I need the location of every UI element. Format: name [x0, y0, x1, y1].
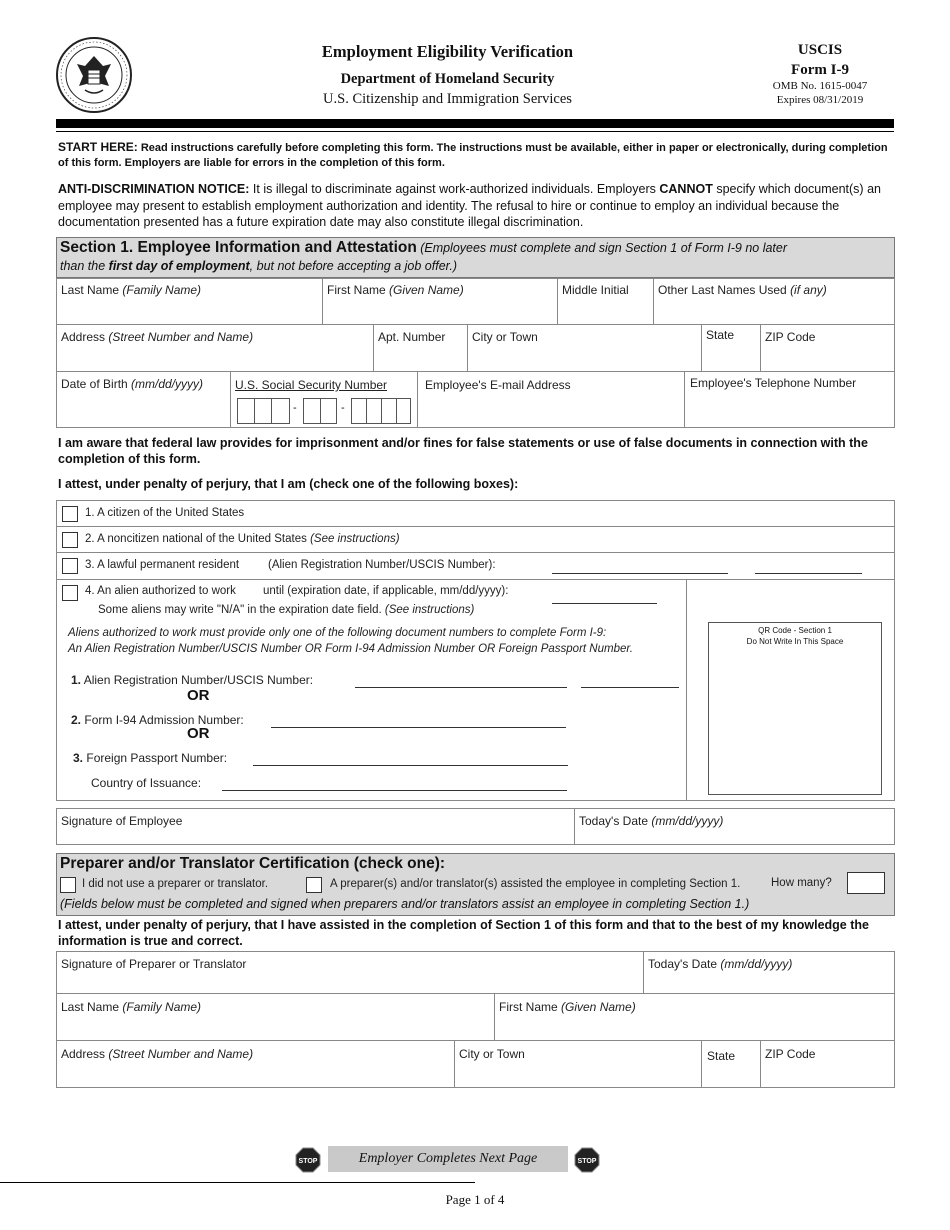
preparer-city-label: City or Town: [459, 1047, 525, 1061]
employee-signature-label: Signature of Employee: [61, 814, 183, 828]
attest-statement: I attest, under penalty of perjury, that I am (check one of the following boxes):: [58, 477, 519, 491]
address-hint: (Street Number and Name): [108, 330, 254, 344]
employee-date-label: Today's Date: [579, 814, 648, 828]
option1-label: 1. A citizen of the United States: [85, 507, 245, 519]
alien-number-input[interactable]: [552, 573, 728, 574]
i94-number-input[interactable]: [271, 727, 566, 728]
employee-date-hint: (mm/dd/yyyy): [651, 814, 724, 828]
option4-na-note: Some aliens may write "N/A" in the expiration date field.: [98, 604, 382, 616]
preparer-attest: I attest, under penalty of perjury, that I have assisted in the completion of Section 1 of this form and that to the best of my knowledge the information is true and correct.: [58, 918, 869, 948]
preparer-signature-field[interactable]: [56, 951, 644, 994]
qr-label2: Do Not Write In This Space: [746, 637, 844, 646]
qr-label1: QR Code - Section 1: [758, 626, 832, 635]
email-field[interactable]: [417, 371, 685, 428]
preparer-city-field[interactable]: [454, 1040, 702, 1088]
header-rule-thin: [56, 131, 894, 132]
option4-na-hint: (See instructions): [384, 604, 475, 616]
ssn-field: [230, 371, 418, 428]
other-last-hint: (if any): [790, 283, 827, 297]
last-name-label: Last Name: [61, 283, 120, 297]
other-last-names-field[interactable]: [653, 278, 895, 325]
option3-sub: (Alien Registration Number/USCIS Number):: [268, 559, 496, 571]
preparer-first-name-field[interactable]: [494, 993, 895, 1041]
address-field[interactable]: [56, 324, 374, 372]
preparer-date-field[interactable]: [643, 951, 895, 994]
alien-registration-input[interactable]: [355, 687, 567, 688]
option2-hint: (See instructions): [310, 533, 400, 545]
other-last-label: Other Last Names Used: [658, 283, 787, 297]
ssn-part1[interactable]: [237, 398, 290, 424]
alien-authorized-checkbox[interactable]: [62, 585, 78, 601]
preparer-state-field[interactable]: [701, 1040, 761, 1088]
preparer-first-label: First Name: [499, 1000, 558, 1014]
header-rule: [56, 119, 894, 128]
dob-label: Date of Birth: [61, 377, 128, 391]
dhs-seal: [55, 36, 133, 114]
first-name-field[interactable]: [322, 278, 558, 325]
section1-sub2c: , but not before accepting a job offer.): [249, 259, 457, 273]
start-here-text: Read instructions carefully before completing this form. The instructions must be available, either in paper or electronically, during completion of this form. Employers are liable for errors in the completion of this form.: [58, 142, 888, 169]
uscis-label: USCIS: [797, 42, 843, 58]
last-name-field[interactable]: [56, 278, 323, 325]
preparer-date-hint: (mm/dd/yyyy): [720, 957, 793, 971]
doc1-number: 1.: [71, 673, 82, 687]
stop-sign-icon-right: [574, 1147, 600, 1173]
ssn-dash1: -: [293, 402, 297, 414]
agency-name: U.S. Citizenship and Immigration Services: [323, 91, 572, 107]
option3-label: 3. A lawful permanent resident: [85, 559, 240, 571]
anti-disc-label: ANTI-DISCRIMINATION NOTICE:: [58, 182, 250, 196]
qr-code-area: [708, 622, 882, 795]
option3-row: [56, 552, 895, 580]
country-label: Country of Issuance:: [91, 776, 202, 790]
option4-sub: until (expiration date, if applicable, mm/dd/yyyy):: [263, 585, 509, 597]
preparer-zip-field[interactable]: [760, 1040, 895, 1088]
form-title: Employment Eligibility Verification: [321, 42, 574, 61]
or-divider-2: OR: [187, 725, 210, 742]
option2-label: 2. A noncitizen national of the United States: [85, 533, 307, 545]
permanent-resident-checkbox[interactable]: [62, 558, 78, 574]
start-here-label: START HERE:: [58, 140, 138, 154]
middle-initial-label: Middle Initial: [562, 283, 629, 297]
preparer-title: Preparer and/or Translator Certification (check one):: [60, 855, 446, 872]
last-name-hint: (Family Name): [122, 283, 202, 297]
section1-sub2a: than the: [60, 259, 106, 273]
doc2-label: Form I-94 Admission Number:: [84, 713, 244, 727]
email-label: Employee's E-mail Address: [425, 378, 571, 392]
employee-date-field[interactable]: [574, 808, 895, 845]
address-label: Address: [61, 330, 106, 344]
preparer-last-name-field[interactable]: [56, 993, 495, 1041]
doc3-number: 3.: [73, 751, 84, 765]
preparer-state-label: State: [707, 1049, 736, 1063]
preparer-address-field[interactable]: [56, 1040, 455, 1088]
expiration-date-input[interactable]: [552, 603, 657, 604]
no-preparer-checkbox[interactable]: [60, 877, 76, 893]
dob-hint: (mm/dd/yyyy): [131, 377, 204, 391]
start-here-notice: [58, 140, 894, 171]
city-field[interactable]: [467, 324, 702, 372]
anti-disc-text1: It is illegal to discriminate against work-authorized individuals. Employers: [252, 182, 656, 196]
first-name-label: First Name: [327, 283, 386, 297]
zip-label: ZIP Code: [765, 330, 816, 344]
how-many-input[interactable]: [847, 872, 885, 894]
preparer-note: (Fields below must be completed and signed when preparers and/or translators assist an employee in completing Section 1.): [60, 897, 750, 911]
stop-text-right: STOP: [577, 1158, 597, 1165]
no-preparer-label: I did not use a preparer or translator.: [82, 878, 269, 890]
preparer-address-label: Address: [61, 1047, 106, 1061]
state-field[interactable]: [701, 324, 761, 372]
awareness-statement: I am aware that federal law provides for imprisonment and/or fines for false statements or use of false documents in connection with the completion of this form.: [58, 436, 868, 466]
section1-sub1: (Employees must complete and sign Section 1 of Form I-9 no later: [420, 241, 788, 255]
preparer-first-hint: (Given Name): [561, 1000, 636, 1014]
phone-label: Employee's Telephone Number: [690, 376, 857, 390]
city-label: City or Town: [472, 330, 538, 344]
or-divider-1: OR: [187, 687, 210, 704]
expiration: Expires 08/31/2019: [776, 94, 864, 106]
aliens-note2: An Alien Registration Number/USCIS Number OR Form I-94 Admission Number OR Foreign Passport Number.: [68, 643, 633, 655]
doc3-label: Foreign Passport Number:: [86, 751, 228, 765]
anti-disc-cannot: CANNOT: [659, 182, 713, 196]
first-name-hint: (Given Name): [389, 283, 464, 297]
alien-registration-input-2[interactable]: [581, 687, 679, 688]
apt-number-field[interactable]: [373, 324, 468, 372]
option1-row: [56, 500, 895, 527]
state-label: State: [706, 328, 735, 342]
doc2-number: 2.: [71, 713, 82, 727]
section1-title: Section 1. Employee Information and Attestation: [60, 239, 417, 256]
anti-disc-text2: specify which document(s) an employee may present to establish employment authorization and identity. The refusal to hire or continue to employ an individual because the documentation presented has a future expiration date may also constitute illegal discrimination.: [58, 182, 881, 229]
preparer-last-label: Last Name: [61, 1000, 120, 1014]
citizen-checkbox[interactable]: [62, 506, 78, 522]
option4-label: 4. An alien authorized to work: [85, 585, 236, 597]
how-many-label: How many?: [771, 877, 832, 889]
preparer-zip-label: ZIP Code: [765, 1047, 816, 1061]
employer-next-page: [328, 1146, 568, 1172]
preparer-address-hint: (Street Number and Name): [108, 1047, 254, 1061]
employee-signature-field[interactable]: [56, 808, 575, 845]
stop-sign-icon: [295, 1147, 321, 1173]
preparer-header: [56, 853, 895, 916]
preparer-assisted-label: A preparer(s) and/or translator(s) assisted the employee in completing Section 1.: [330, 878, 741, 890]
anti-discrimination-notice: [58, 181, 894, 231]
omb-number: OMB No. 1615-0047: [772, 80, 868, 92]
zip-field[interactable]: [760, 324, 895, 372]
doc1-label: Alien Registration Number/USCIS Number:: [83, 673, 314, 687]
dob-field[interactable]: [56, 371, 231, 428]
section1-header: [56, 237, 895, 278]
employer-next-text: Employer Completes Next Page: [358, 1151, 538, 1166]
apt-number-label: Apt. Number: [378, 330, 446, 344]
country-of-issuance-input[interactable]: [222, 790, 567, 791]
preparer-last-hint: (Family Name): [122, 1000, 202, 1014]
preparer-date-label: Today's Date: [648, 957, 717, 971]
aliens-note1: Aliens authorized to work must provide only one of the following document numbers to complete Form I-9:: [68, 627, 607, 639]
alien-number-input-2[interactable]: [755, 573, 862, 574]
option2-row: [56, 526, 895, 553]
ssn-label: U.S. Social Security Number: [235, 378, 388, 392]
preparer-assisted-checkbox[interactable]: [306, 877, 322, 893]
form-number: Form I-9: [791, 62, 849, 78]
page-number: Page 1 of 4: [445, 1192, 505, 1207]
option4-divider: [686, 580, 687, 801]
phone-field[interactable]: [684, 371, 895, 428]
ssn-dash2: -: [341, 402, 345, 414]
passport-number-input[interactable]: [253, 765, 568, 766]
dept-name: Department of Homeland Security: [340, 71, 555, 87]
option4-block: [56, 579, 895, 801]
middle-initial-field[interactable]: [557, 278, 654, 325]
noncitizen-national-checkbox[interactable]: [62, 532, 78, 548]
section1-first-day: first day of employment: [108, 259, 250, 273]
footer-rule: [0, 1182, 475, 1183]
preparer-signature-label: Signature of Preparer or Translator: [61, 957, 247, 971]
stop-text-left: STOP: [298, 1158, 318, 1165]
